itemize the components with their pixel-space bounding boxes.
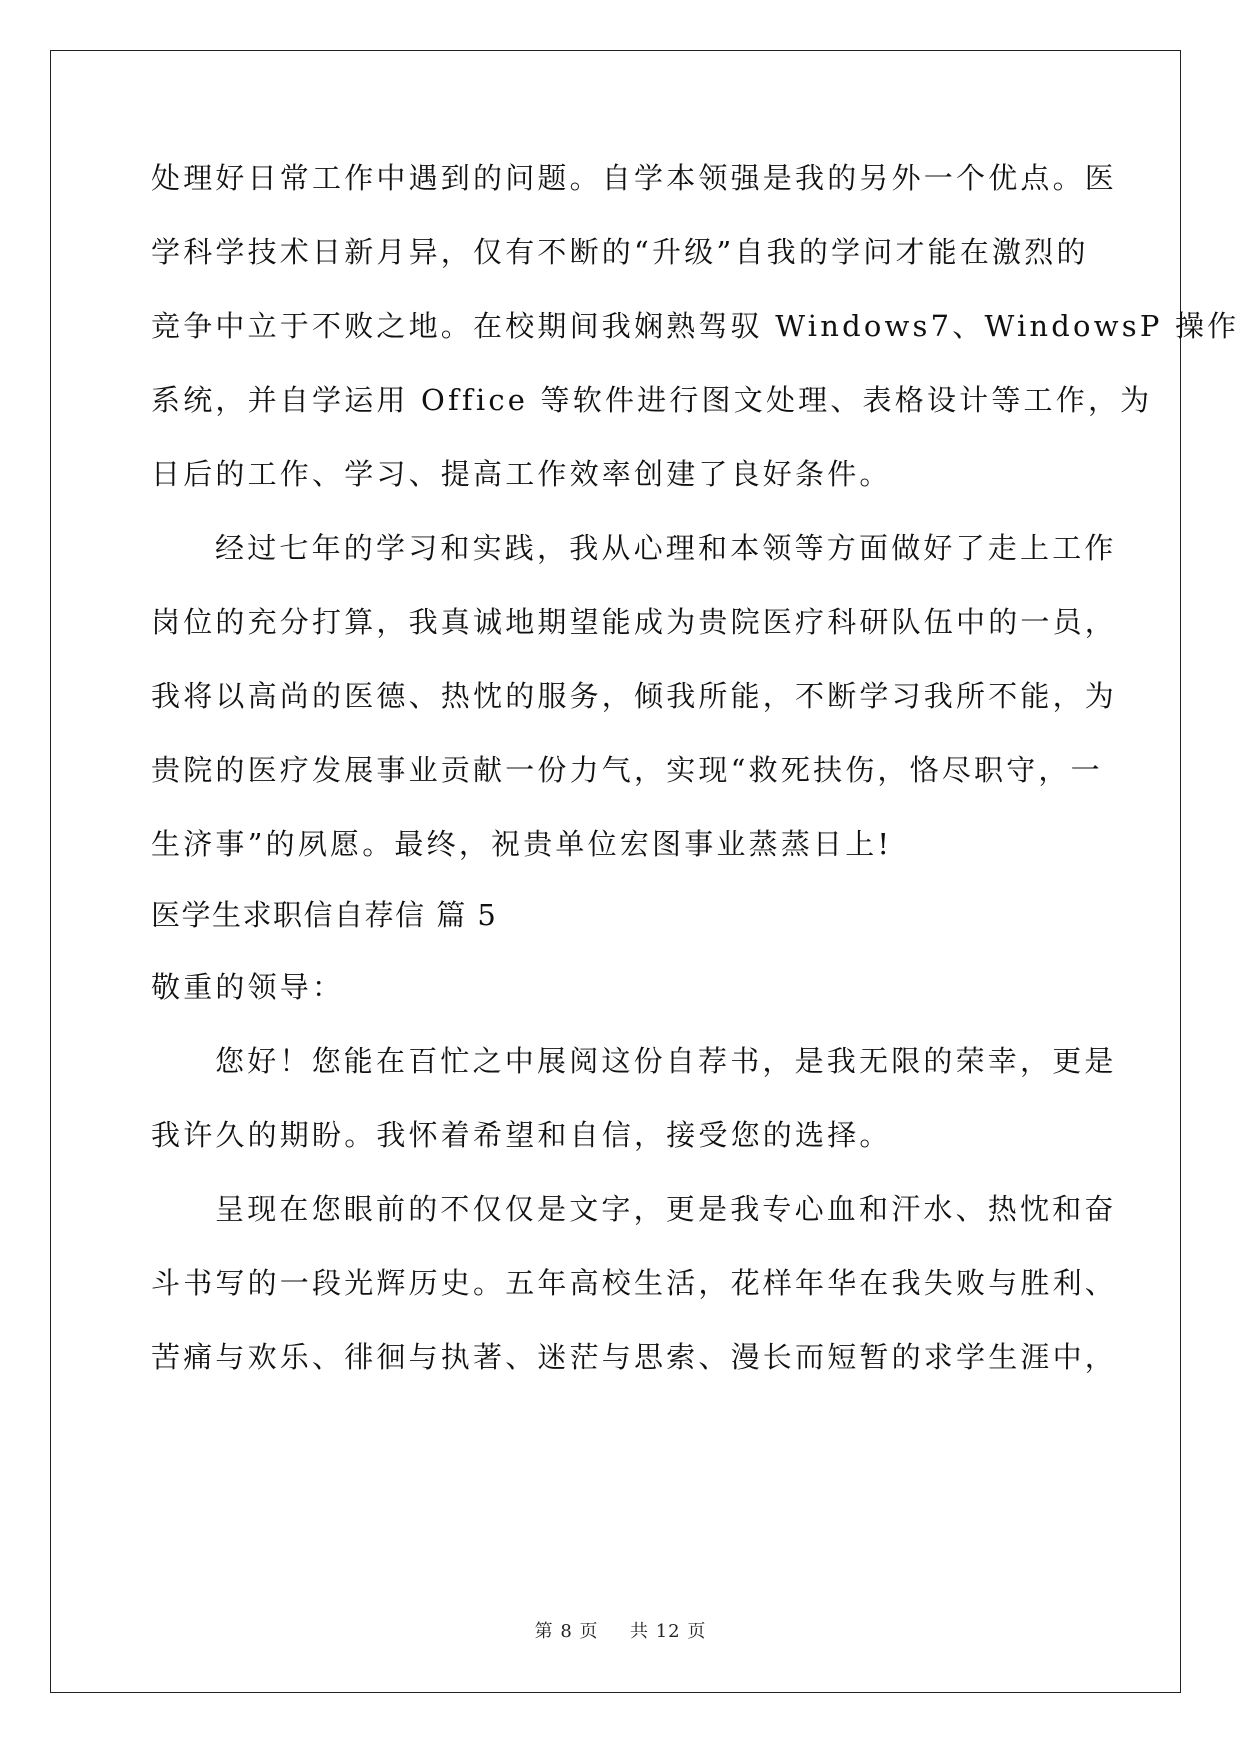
page-number: 第 8 页 — [534, 1621, 599, 1642]
page-border — [50, 50, 1181, 1693]
text-line: 斗书写的一段光辉历史。五年高校生活，花样年华在我失败与胜利、 — [151, 1266, 1118, 1300]
text-line: 我许久的期盼。我怀着希望和自信，接受您的选择。 — [151, 1118, 892, 1152]
text-line: 处理好日常工作中遇到的问题。自学本领强是我的另外一个优点。医 — [151, 161, 1118, 195]
text-line: 贵院的医疗发展事业贡献一份力气，实现“救死扶伤，恪尽职守，一 — [151, 753, 1103, 787]
text-line: 系统，并自学运用 Office 等软件进行图文处理、表格设计等工作，为 — [151, 383, 1153, 417]
text-line: 学科学技术日新月异，仅有不断的“升级”自我的学问才能在激烈的 — [151, 235, 1089, 269]
page-footer — [0, 1617, 1241, 1643]
paragraph-start-line: 呈现在您眼前的不仅仅是文字，更是我专心血和汗水、热忱和奋 — [215, 1192, 1117, 1226]
section-heading: 医学生求职信自荐信 篇 5 — [151, 898, 498, 932]
paragraph-start-line: 经过七年的学习和实践，我从心理和本领等方面做好了走上工作 — [215, 531, 1117, 565]
text-line: 苦痛与欢乐、徘徊与执著、迷茫与思索、漫长而短暂的求学生涯中， — [151, 1340, 1118, 1374]
text-line: 岗位的充分打算，我真诚地期望能成为贵院医疗科研队伍中的一员， — [151, 605, 1118, 639]
text-line: 生济事”的夙愿。最终，祝贵单位宏图事业蒸蒸日上! — [151, 827, 893, 861]
text-line: 日后的工作、学习、提高工作效率创建了良好条件。 — [151, 457, 892, 491]
paragraph-start-line: 您好！您能在百忙之中展阅这份自荐书，是我无限的荣幸，更是 — [215, 1044, 1117, 1078]
text-line: 竞争中立于不败之地。在校期间我娴熟驾驭 Windows7、WindowsP 操作 — [151, 309, 1240, 343]
page-total: 共 12 页 — [630, 1621, 707, 1642]
text-line: 我将以高尚的医德、热忱的服务，倾我所能，不断学习我所不能，为 — [151, 679, 1118, 713]
salutation: 敬重的领导： — [151, 970, 345, 1004]
